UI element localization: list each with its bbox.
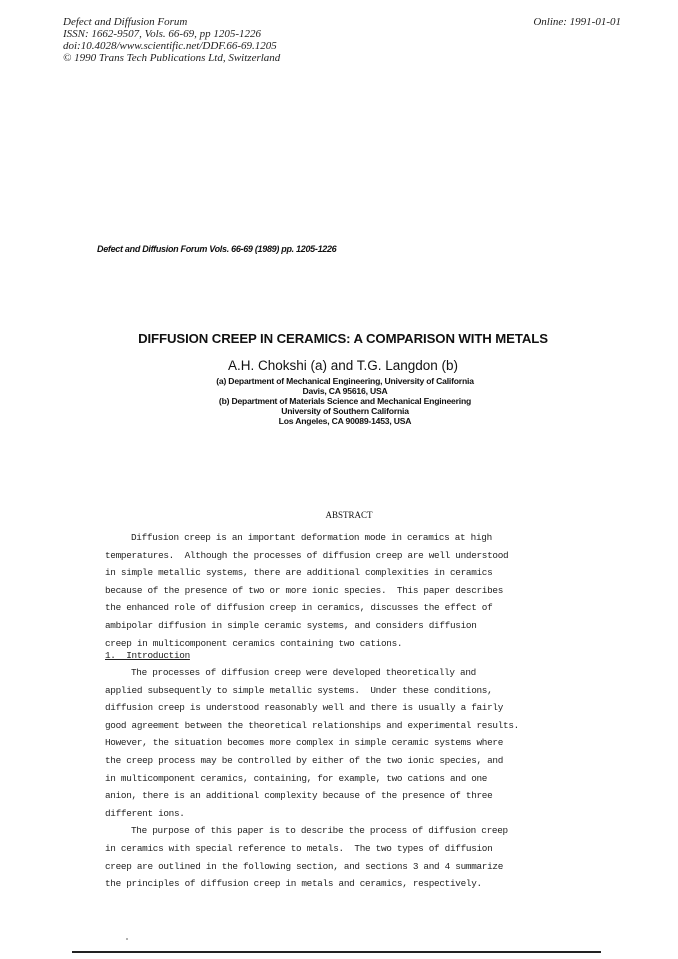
abstract-heading: ABSTRACT bbox=[325, 510, 373, 520]
paper-title: DIFFUSION CREEP IN CERAMICS: A COMPARISON WITH METALS bbox=[138, 331, 548, 346]
header-journal: Defect and Diffusion Forum bbox=[63, 16, 188, 28]
footer-rule bbox=[72, 951, 601, 953]
abstract-line: ambipolar diffusion in simple ceramic systems, and considers diffusion bbox=[105, 619, 477, 631]
intro-line: applied subsequently to simple metallic systems. Under these conditions, bbox=[105, 684, 493, 696]
abstract-line: because of the presence of two or more ionic species. This paper describes bbox=[105, 584, 504, 596]
affiliation-line: (a) Department of Mechanical Engineering, University of California bbox=[216, 376, 474, 386]
header-doi[interactable]: doi:10.4028/www.scientific.net/DDF.66-69.1205 bbox=[63, 40, 277, 52]
online-date: Online: 1991-01-01 bbox=[533, 16, 621, 28]
intro-line: creep are outlined in the following section, and sections 3 and 4 summarize bbox=[105, 860, 504, 872]
intro-line: The processes of diffusion creep were developed theoretically and bbox=[131, 667, 476, 678]
intro-line: the creep process may be controlled by either of the two ionic species, and bbox=[105, 754, 504, 766]
affiliation-line: Los Angeles, CA 90089-1453, USA bbox=[278, 416, 412, 426]
introduction-body bbox=[105, 664, 519, 893]
abstract-line: temperatures. Although the processes of diffusion creep are well understood bbox=[105, 549, 509, 561]
scan-speck bbox=[126, 938, 128, 940]
header-issn: ISSN: 1662-9507, Vols. 66-69, pp 1205-1226 bbox=[63, 28, 261, 40]
abstract-body bbox=[105, 529, 508, 652]
intro-line: in multicomponent ceramics, containing, for example, two cations and one bbox=[105, 772, 488, 784]
affiliation-line: Davis, CA 95616, USA bbox=[302, 386, 388, 396]
publication-header bbox=[63, 16, 280, 64]
abstract-line: Diffusion creep is an important deformation mode in ceramics at high bbox=[131, 532, 492, 543]
affiliation-line: University of Southern California bbox=[281, 406, 409, 416]
journal-citation: Defect and Diffusion Forum Vols. 66-69 (1989) pp. 1205-1226 bbox=[97, 244, 337, 254]
abstract-line: the enhanced role of diffusion creep in ceramics, discusses the effect of bbox=[105, 602, 493, 614]
intro-line: good agreement between the theoretical relationships and experimental results. bbox=[105, 719, 519, 731]
intro-line: in ceramics with special reference to metals. The two types of diffusion bbox=[105, 842, 493, 854]
intro-line: The purpose of this paper is to describe the process of diffusion creep bbox=[131, 825, 508, 837]
intro-line: different ions. bbox=[105, 807, 185, 819]
affiliations bbox=[0, 376, 678, 426]
abstract-line: creep in multicomponent ceramics containing two cations. bbox=[105, 637, 403, 649]
section-heading-introduction: 1. Introduction bbox=[105, 650, 190, 661]
affiliation-line: (b) Department of Materials Science and Mechanical Engineering bbox=[218, 396, 472, 406]
header-copyright: © 1990 Trans Tech Publications Ltd, Switzerland bbox=[63, 52, 281, 64]
intro-line: However, the situation becomes more complex in simple ceramic systems where bbox=[105, 737, 504, 749]
intro-line: anion, there is an additional complexity because of the presence of three bbox=[105, 790, 493, 802]
intro-line: diffusion creep is understood reasonably well and there is usually a fairly bbox=[105, 702, 504, 714]
paper-authors: A.H. Chokshi (a) and T.G. Langdon (b) bbox=[227, 358, 459, 373]
intro-line: the principles of diffusion creep in metals and ceramics, respectively. bbox=[105, 878, 482, 890]
abstract-line: in simple metallic systems, there are additional complexities in ceramics bbox=[105, 567, 493, 579]
